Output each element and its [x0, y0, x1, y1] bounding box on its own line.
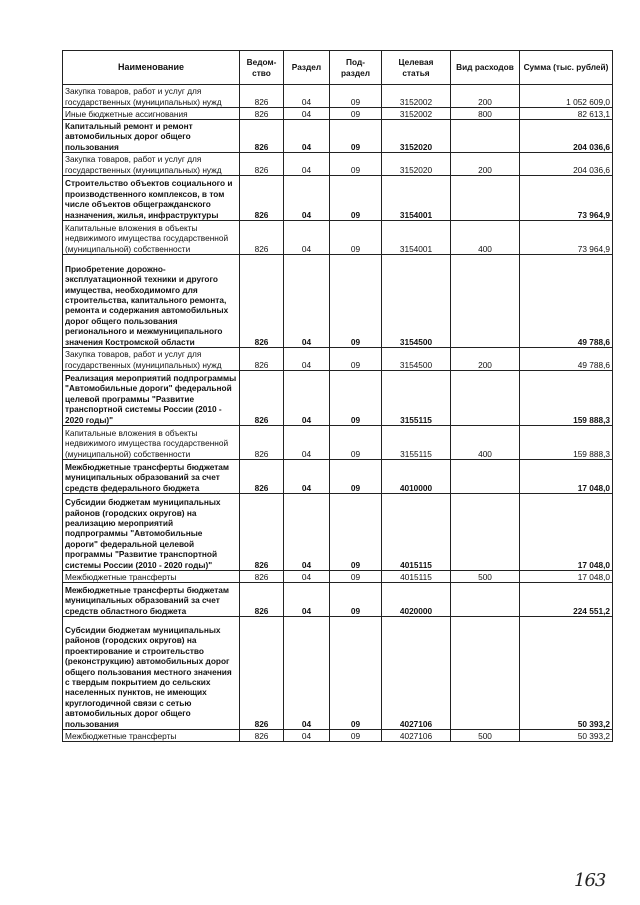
row-subsection: 09 — [330, 583, 382, 617]
row-amount: 224 551,2 — [520, 583, 613, 617]
row-dept: 826 — [240, 617, 284, 730]
row-amount: 1 052 609,0 — [520, 85, 613, 108]
row-amount: 17 048,0 — [520, 460, 613, 494]
row-subsection: 09 — [330, 348, 382, 371]
row-target: 3154500 — [382, 255, 451, 348]
header-amount: Сумма (тыс. рублей) — [520, 51, 613, 85]
row-target: 3152002 — [382, 108, 451, 120]
table-row — [63, 583, 613, 617]
table-row — [63, 571, 613, 583]
row-name: Субсидии бюджетам муниципальных районов (городских округов) на проектирование и строительство (реконструкцию) автомобильных дорог общего пользования местного значения с твердым покрытием до сельских населенных пунктов, не имеющих круглогодичной связи с сетью автомобильных дорог общего пользования — [63, 617, 240, 730]
table-row — [63, 494, 613, 571]
row-amount: 159 888,3 — [520, 426, 613, 460]
budget-table — [62, 50, 613, 742]
row-target: 3154500 — [382, 348, 451, 371]
row-target: 4027106 — [382, 730, 451, 742]
row-section: 04 — [284, 460, 330, 494]
row-dept: 826 — [240, 583, 284, 617]
row-target: 4010000 — [382, 460, 451, 494]
row-name: Капитальные вложения в объекты недвижимого имущества государственной (муниципальной) собственности — [63, 426, 240, 460]
table-row — [63, 85, 613, 108]
row-amount: 17 048,0 — [520, 571, 613, 583]
row-amount: 49 788,6 — [520, 348, 613, 371]
row-expense-type — [451, 255, 520, 348]
row-target: 3152020 — [382, 153, 451, 176]
header-dept: Ведом-ство — [240, 51, 284, 85]
row-target: 3155115 — [382, 426, 451, 460]
row-subsection: 09 — [330, 221, 382, 255]
row-expense-type: 400 — [451, 221, 520, 255]
row-dept: 826 — [240, 371, 284, 426]
row-section: 04 — [284, 221, 330, 255]
row-amount: 50 393,2 — [520, 730, 613, 742]
table-row — [63, 255, 613, 348]
row-subsection: 09 — [330, 176, 382, 221]
row-subsection: 09 — [330, 255, 382, 348]
row-amount: 82 613,1 — [520, 108, 613, 120]
table-row — [63, 617, 613, 730]
row-name: Строительство объектов социального и производственного комплексов, в том числе объектов общегражданского назначения, жилья, инфраструктуры — [63, 176, 240, 221]
row-expense-type: 800 — [451, 108, 520, 120]
row-target: 3155115 — [382, 371, 451, 426]
row-target: 3152020 — [382, 120, 451, 153]
table-row — [63, 176, 613, 221]
row-section: 04 — [284, 617, 330, 730]
row-expense-type: 500 — [451, 730, 520, 742]
row-expense-type: 200 — [451, 153, 520, 176]
row-section: 04 — [284, 255, 330, 348]
row-dept: 826 — [240, 120, 284, 153]
row-subsection: 09 — [330, 460, 382, 494]
header-subsection: Под-раздел — [330, 51, 382, 85]
row-name: Иные бюджетные ассигнования — [63, 108, 240, 120]
row-name: Закупка товаров, работ и услуг для государственных (муниципальных) нужд — [63, 153, 240, 176]
row-name: Межбюджетные трансферты — [63, 571, 240, 583]
table-row — [63, 460, 613, 494]
row-dept: 826 — [240, 348, 284, 371]
row-name: Межбюджетные трансферты бюджетам муниципальных образований за счет средств федерального бюджета — [63, 460, 240, 494]
row-target: 3154001 — [382, 176, 451, 221]
row-amount: 73 964,9 — [520, 221, 613, 255]
row-name: Капитальный ремонт и ремонт автомобильных дорог общего пользования — [63, 120, 240, 153]
row-section: 04 — [284, 494, 330, 571]
row-section: 04 — [284, 571, 330, 583]
row-amount: 204 036,6 — [520, 153, 613, 176]
row-expense-type — [451, 617, 520, 730]
row-dept: 826 — [240, 108, 284, 120]
table-row — [63, 371, 613, 426]
row-name: Капитальные вложения в объекты недвижимого имущества государственной (муниципальной) собственности — [63, 221, 240, 255]
row-section: 04 — [284, 120, 330, 153]
row-subsection: 09 — [330, 371, 382, 426]
row-subsection: 09 — [330, 120, 382, 153]
row-expense-type — [451, 120, 520, 153]
page-number: 163 — [574, 870, 606, 891]
table-body — [63, 85, 613, 742]
row-dept: 826 — [240, 85, 284, 108]
row-section: 04 — [284, 348, 330, 371]
row-expense-type — [451, 371, 520, 426]
table-row — [63, 153, 613, 176]
table-row — [63, 730, 613, 742]
row-target: 4015115 — [382, 571, 451, 583]
header-target: Целевая статья — [382, 51, 451, 85]
row-target: 3152002 — [382, 85, 451, 108]
row-name: Закупка товаров, работ и услуг для государственных (муниципальных) нужд — [63, 348, 240, 371]
row-subsection: 09 — [330, 108, 382, 120]
row-dept: 826 — [240, 153, 284, 176]
row-expense-type — [451, 583, 520, 617]
row-expense-type — [451, 494, 520, 571]
row-section: 04 — [284, 730, 330, 742]
row-subsection: 09 — [330, 494, 382, 571]
row-section: 04 — [284, 153, 330, 176]
row-section: 04 — [284, 85, 330, 108]
row-expense-type — [451, 176, 520, 221]
row-section: 04 — [284, 426, 330, 460]
row-name: Субсидии бюджетам муниципальных районов (городских округов) на реализацию мероприятий подпрограммы "Автомобильные дороги" федеральной целевой программы "Развитие транспортной системы России (2010 - 2020 годы)" — [63, 494, 240, 571]
row-dept: 826 — [240, 426, 284, 460]
row-subsection: 09 — [330, 426, 382, 460]
row-expense-type: 200 — [451, 85, 520, 108]
budget-table-sheet — [62, 50, 612, 742]
row-expense-type: 400 — [451, 426, 520, 460]
row-dept: 826 — [240, 176, 284, 221]
row-expense-type — [451, 460, 520, 494]
row-section: 04 — [284, 371, 330, 426]
row-name: Межбюджетные трансферты — [63, 730, 240, 742]
row-name: Реализация мероприятий подпрограммы "Автомобильные дороги" федеральной целевой программы "Развитие транспортной системы России (2010 - 2020 годы)" — [63, 371, 240, 426]
row-name: Межбюджетные трансферты бюджетам муниципальных образований за счет средств областного бюджета — [63, 583, 240, 617]
row-name: Приобретение дорожно-эксплуатационной техники и другого имущества, необходимомго для строительства, капитального ремонта, ремонта и содержания автомобильных дорог общего пользования регионального и межмуниципального значения Костромской области — [63, 255, 240, 348]
table-row — [63, 108, 613, 120]
row-subsection: 09 — [330, 571, 382, 583]
row-target: 3154001 — [382, 221, 451, 255]
row-amount: 49 788,6 — [520, 255, 613, 348]
header-section: Раздел — [284, 51, 330, 85]
row-dept: 826 — [240, 221, 284, 255]
table-row — [63, 120, 613, 153]
row-dept: 826 — [240, 255, 284, 348]
row-subsection: 09 — [330, 617, 382, 730]
header-expense-type: Вид расходов — [451, 51, 520, 85]
table-row — [63, 426, 613, 460]
row-amount: 17 048,0 — [520, 494, 613, 571]
row-target: 4027106 — [382, 617, 451, 730]
row-name: Закупка товаров, работ и услуг для государственных (муниципальных) нужд — [63, 85, 240, 108]
row-target: 4015115 — [382, 494, 451, 571]
row-amount: 73 964,9 — [520, 176, 613, 221]
header-name: Наименование — [63, 51, 240, 85]
row-section: 04 — [284, 176, 330, 221]
row-subsection: 09 — [330, 153, 382, 176]
row-dept: 826 — [240, 571, 284, 583]
row-subsection: 09 — [330, 730, 382, 742]
table-row — [63, 221, 613, 255]
row-section: 04 — [284, 583, 330, 617]
row-expense-type: 200 — [451, 348, 520, 371]
row-dept: 826 — [240, 460, 284, 494]
row-section: 04 — [284, 108, 330, 120]
row-dept: 826 — [240, 494, 284, 571]
row-target: 4020000 — [382, 583, 451, 617]
row-amount: 159 888,3 — [520, 371, 613, 426]
row-expense-type: 500 — [451, 571, 520, 583]
table-row — [63, 348, 613, 371]
row-dept: 826 — [240, 730, 284, 742]
table-header — [63, 51, 613, 85]
row-subsection: 09 — [330, 85, 382, 108]
row-amount: 204 036,6 — [520, 120, 613, 153]
row-amount: 50 393,2 — [520, 617, 613, 730]
